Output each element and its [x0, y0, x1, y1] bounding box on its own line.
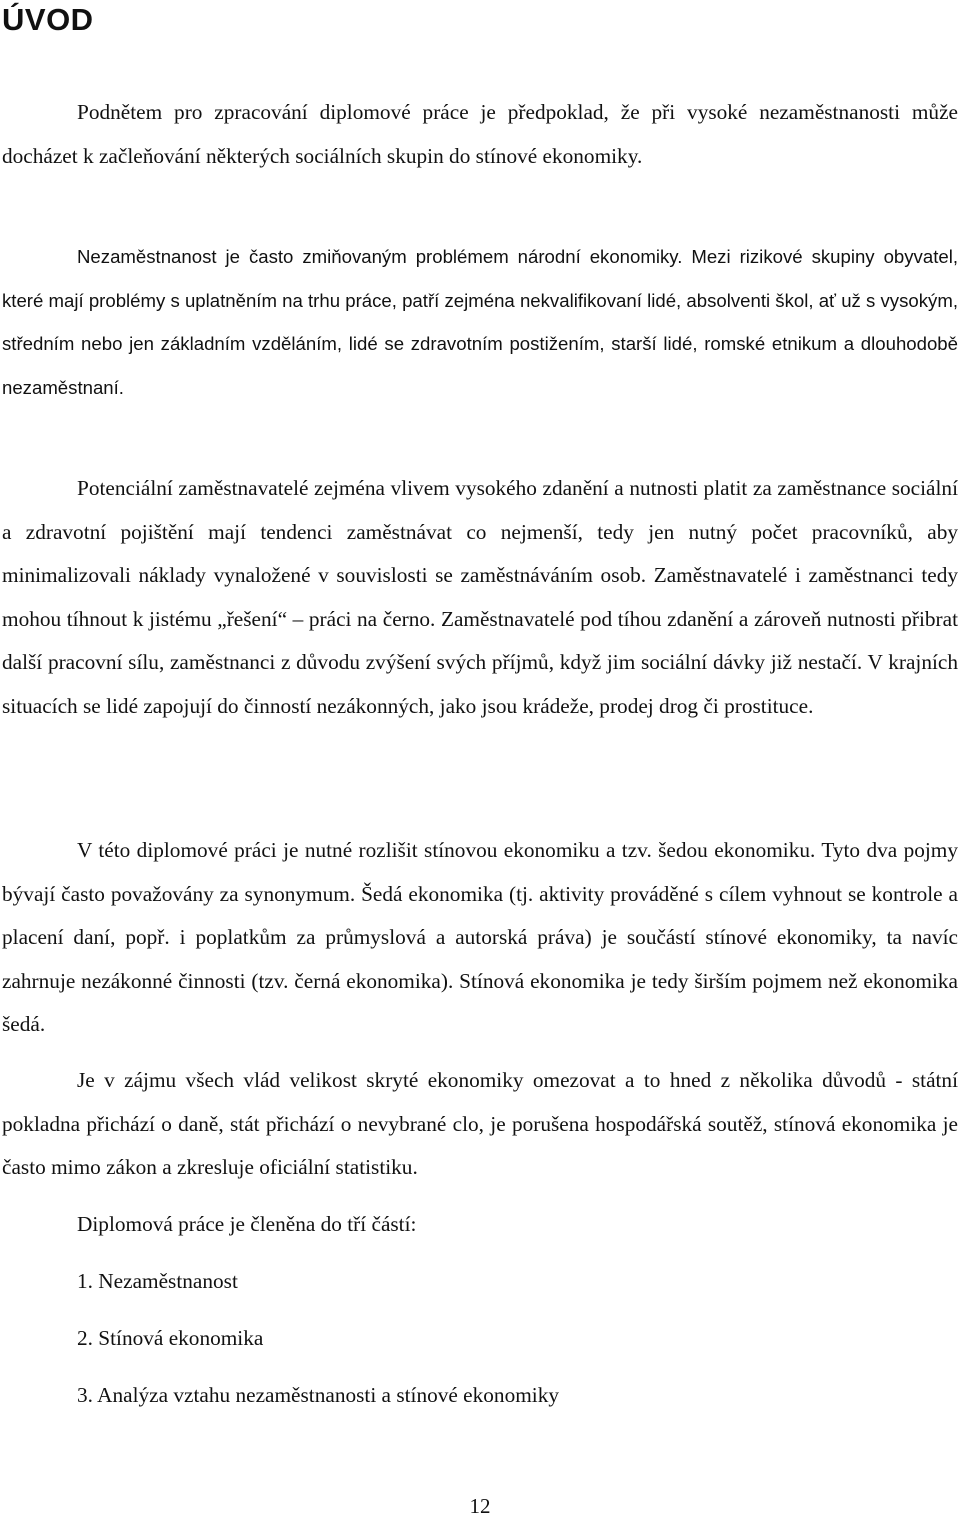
paragraph-unemployment: Nezaměstnanost je často zmiňovaným problémem národní ekonomiky. Mezi rizikové skupiny obyvatel, které mají problémy s uplatněním na trhu práce, patří zejména nekvalifikovaní lidé, absolventi škol, ať už s vysokým, středním nebo jen základním vzděláním, lidé se zdravotním postižením, starší lidé, romské etnikum a dlouhodobě nezaměstnaní. [2, 246, 958, 398]
paragraph-employers: Potenciální zaměstnavatelé zejména vlivem vysokého zdanění a nutnosti platit za zaměstnance sociální a zdravotní pojištění mají tendenci zaměstnávat co nejmenší, tedy jen nutný počet pracovníků, aby minimalizovali náklady vynaložené v souvislosti se zaměstnáváním osob. Zaměstnavatelé i zaměstnanci tedy mohou tíhnout k jistému „řešení“ – práci na černo. Zaměstnavatelé pod tíhou zdanění a zároveň nutnosti přibrat další pracovní sílu, zaměstnanci z důvodu zvýšení svých příjmů, když jim sociální dávky již nestačí. V krajních situacích se lidé zapojují do činností nezákonných, jako jsou krádeže, prodej drog či prostituce. [2, 476, 958, 718]
chapter-heading: ÚVOD [2, 2, 94, 37]
list-item: 1. Nezaměstnanost [77, 1269, 238, 1293]
paragraph-motivation: Podnětem pro zpracování diplomové práce je předpoklad, že při vysoké nezaměstnanosti může docházet k začleňování některých sociálních skupin do stínové ekonomiky. [2, 100, 958, 168]
page-number: 12 [469, 1494, 491, 1518]
paragraph-government-interest: Je v zájmu všech vlád velikost skryté ekonomiky omezovat a to hned z několika důvodů - státní pokladna přichází o daně, stát přichází o nevybrané clo, je porušena hospodářská soutěž, stínová ekonomika je často mimo zákon a zkresluje oficiální statistiku. [2, 1068, 958, 1180]
list-item: 2. Stínová ekonomika [77, 1326, 264, 1350]
list-item: 3. Analýza vztahu nezaměstnanosti a stínové ekonomiky [77, 1383, 560, 1407]
paragraph-shadow-vs-grey: V této diplomové práci je nutné rozlišit stínovou ekonomiku a tzv. šedou ekonomiku. Tyto dva pojmy bývají často považovány za synonymum. Šedá ekonomika (tj. aktivity prováděné s cílem vyhnout se kontrole a placení daní, popř. i poplatkům za průmyslová a autorská práva) je součástí stínové ekonomiky, ta navíc zahrnuje nezákonné činnosti (tzv. černá ekonomika). Stínová ekonomika je tedy širším pojmem než ekonomika šedá. [2, 838, 958, 1037]
paragraph-structure-intro: Diplomová práce je členěna do tří částí: [77, 1212, 417, 1236]
